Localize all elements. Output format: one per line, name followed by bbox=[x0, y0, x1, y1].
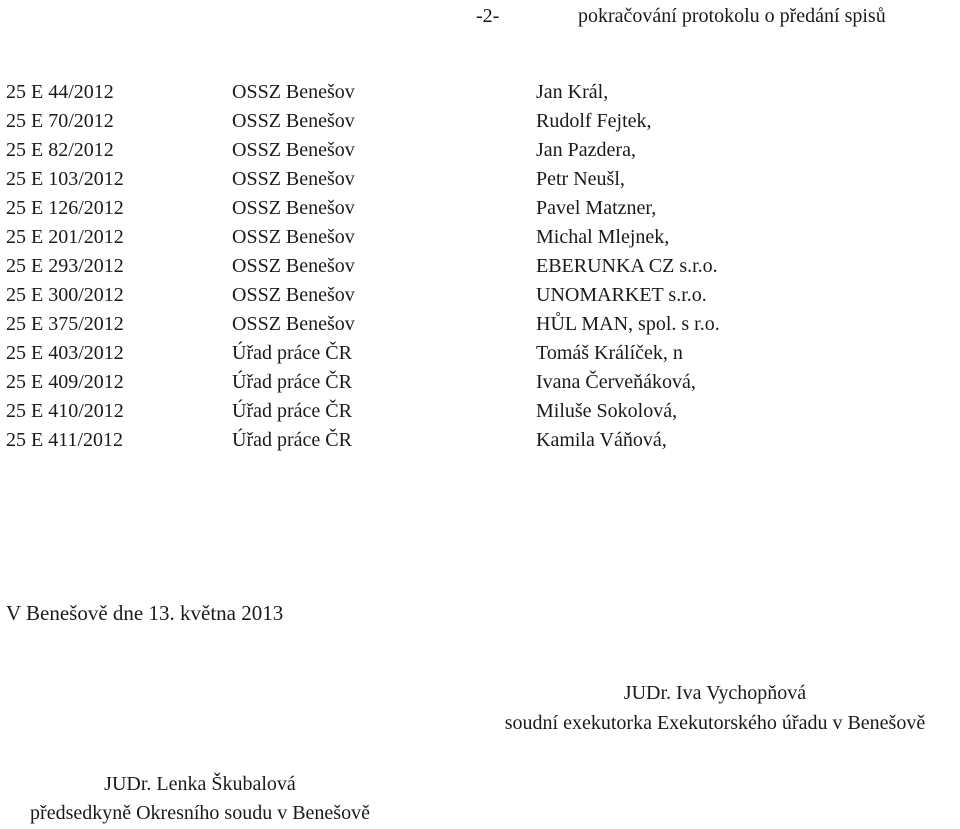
case-number: 25 E 409/2012 bbox=[6, 371, 124, 393]
creditor: Úřad práce ČR bbox=[232, 371, 352, 393]
debtor: Miluše Sokolová, bbox=[536, 400, 678, 422]
case-number: 25 E 293/2012 bbox=[6, 255, 124, 277]
judge-signature-block bbox=[0, 770, 400, 828]
case-number: 25 E 375/2012 bbox=[6, 313, 124, 335]
case-number: 25 E 410/2012 bbox=[6, 400, 124, 422]
creditor: Úřad práce ČR bbox=[232, 400, 352, 422]
case-number-column bbox=[6, 78, 124, 455]
creditor: OSSZ Benešov bbox=[232, 81, 355, 103]
case-number: 25 E 411/2012 bbox=[6, 429, 124, 451]
debtor: Kamila Váňová, bbox=[536, 429, 667, 451]
debtor: Tomáš Králíček, n bbox=[536, 342, 683, 364]
debtor: Ivana Červeňáková, bbox=[536, 371, 696, 393]
debtor: Jan Král, bbox=[536, 81, 609, 103]
executor-signature-block bbox=[470, 678, 960, 738]
debtor: Rudolf Fejtek, bbox=[536, 110, 652, 132]
creditor-column bbox=[232, 78, 355, 455]
case-number: 25 E 201/2012 bbox=[6, 226, 124, 248]
case-number: 25 E 103/2012 bbox=[6, 168, 124, 190]
debtor: Pavel Matzner, bbox=[536, 197, 657, 219]
debtor: UNOMARKET s.r.o. bbox=[536, 284, 707, 306]
page-title: pokračování protokolu o předání spisů bbox=[578, 5, 886, 27]
creditor: OSSZ Benešov bbox=[232, 139, 355, 161]
case-number: 25 E 126/2012 bbox=[6, 197, 124, 219]
judge-name: JUDr. Lenka Škubalová bbox=[104, 773, 296, 795]
creditor: OSSZ Benešov bbox=[232, 168, 355, 190]
creditor: Úřad práce ČR bbox=[232, 342, 352, 364]
debtor: HŮL MAN, spol. s r.o. bbox=[536, 313, 720, 335]
creditor: OSSZ Benešov bbox=[232, 197, 355, 219]
case-number: 25 E 300/2012 bbox=[6, 284, 124, 306]
page-header bbox=[0, 2, 960, 32]
creditor: OSSZ Benešov bbox=[232, 110, 355, 132]
executor-name: JUDr. Iva Vychopňová bbox=[623, 682, 807, 704]
creditor: OSSZ Benešov bbox=[232, 255, 355, 277]
debtor: Petr Neušl, bbox=[536, 168, 625, 190]
creditor: OSSZ Benešov bbox=[232, 226, 355, 248]
page-number: -2- bbox=[476, 5, 500, 27]
debtor: EBERUNKA CZ s.r.o. bbox=[536, 255, 718, 277]
case-number: 25 E 403/2012 bbox=[6, 342, 124, 364]
executor-role: soudní exekutorka Exekutorského úřadu v Benešově bbox=[504, 712, 926, 734]
creditor: OSSZ Benešov bbox=[232, 284, 355, 306]
case-number: 25 E 70/2012 bbox=[6, 110, 114, 132]
judge-role: předsedkyně Okresního soudu v Benešově bbox=[30, 802, 370, 824]
case-number: 25 E 82/2012 bbox=[6, 139, 114, 161]
creditor: OSSZ Benešov bbox=[232, 313, 355, 335]
debtor-column bbox=[536, 78, 720, 455]
date-line: V Benešově dne 13. května 2013 bbox=[6, 601, 284, 625]
debtor: Jan Pazdera, bbox=[536, 139, 636, 161]
creditor: Úřad práce ČR bbox=[232, 429, 352, 451]
debtor: Michal Mlejnek, bbox=[536, 226, 670, 248]
case-number: 25 E 44/2012 bbox=[6, 81, 114, 103]
